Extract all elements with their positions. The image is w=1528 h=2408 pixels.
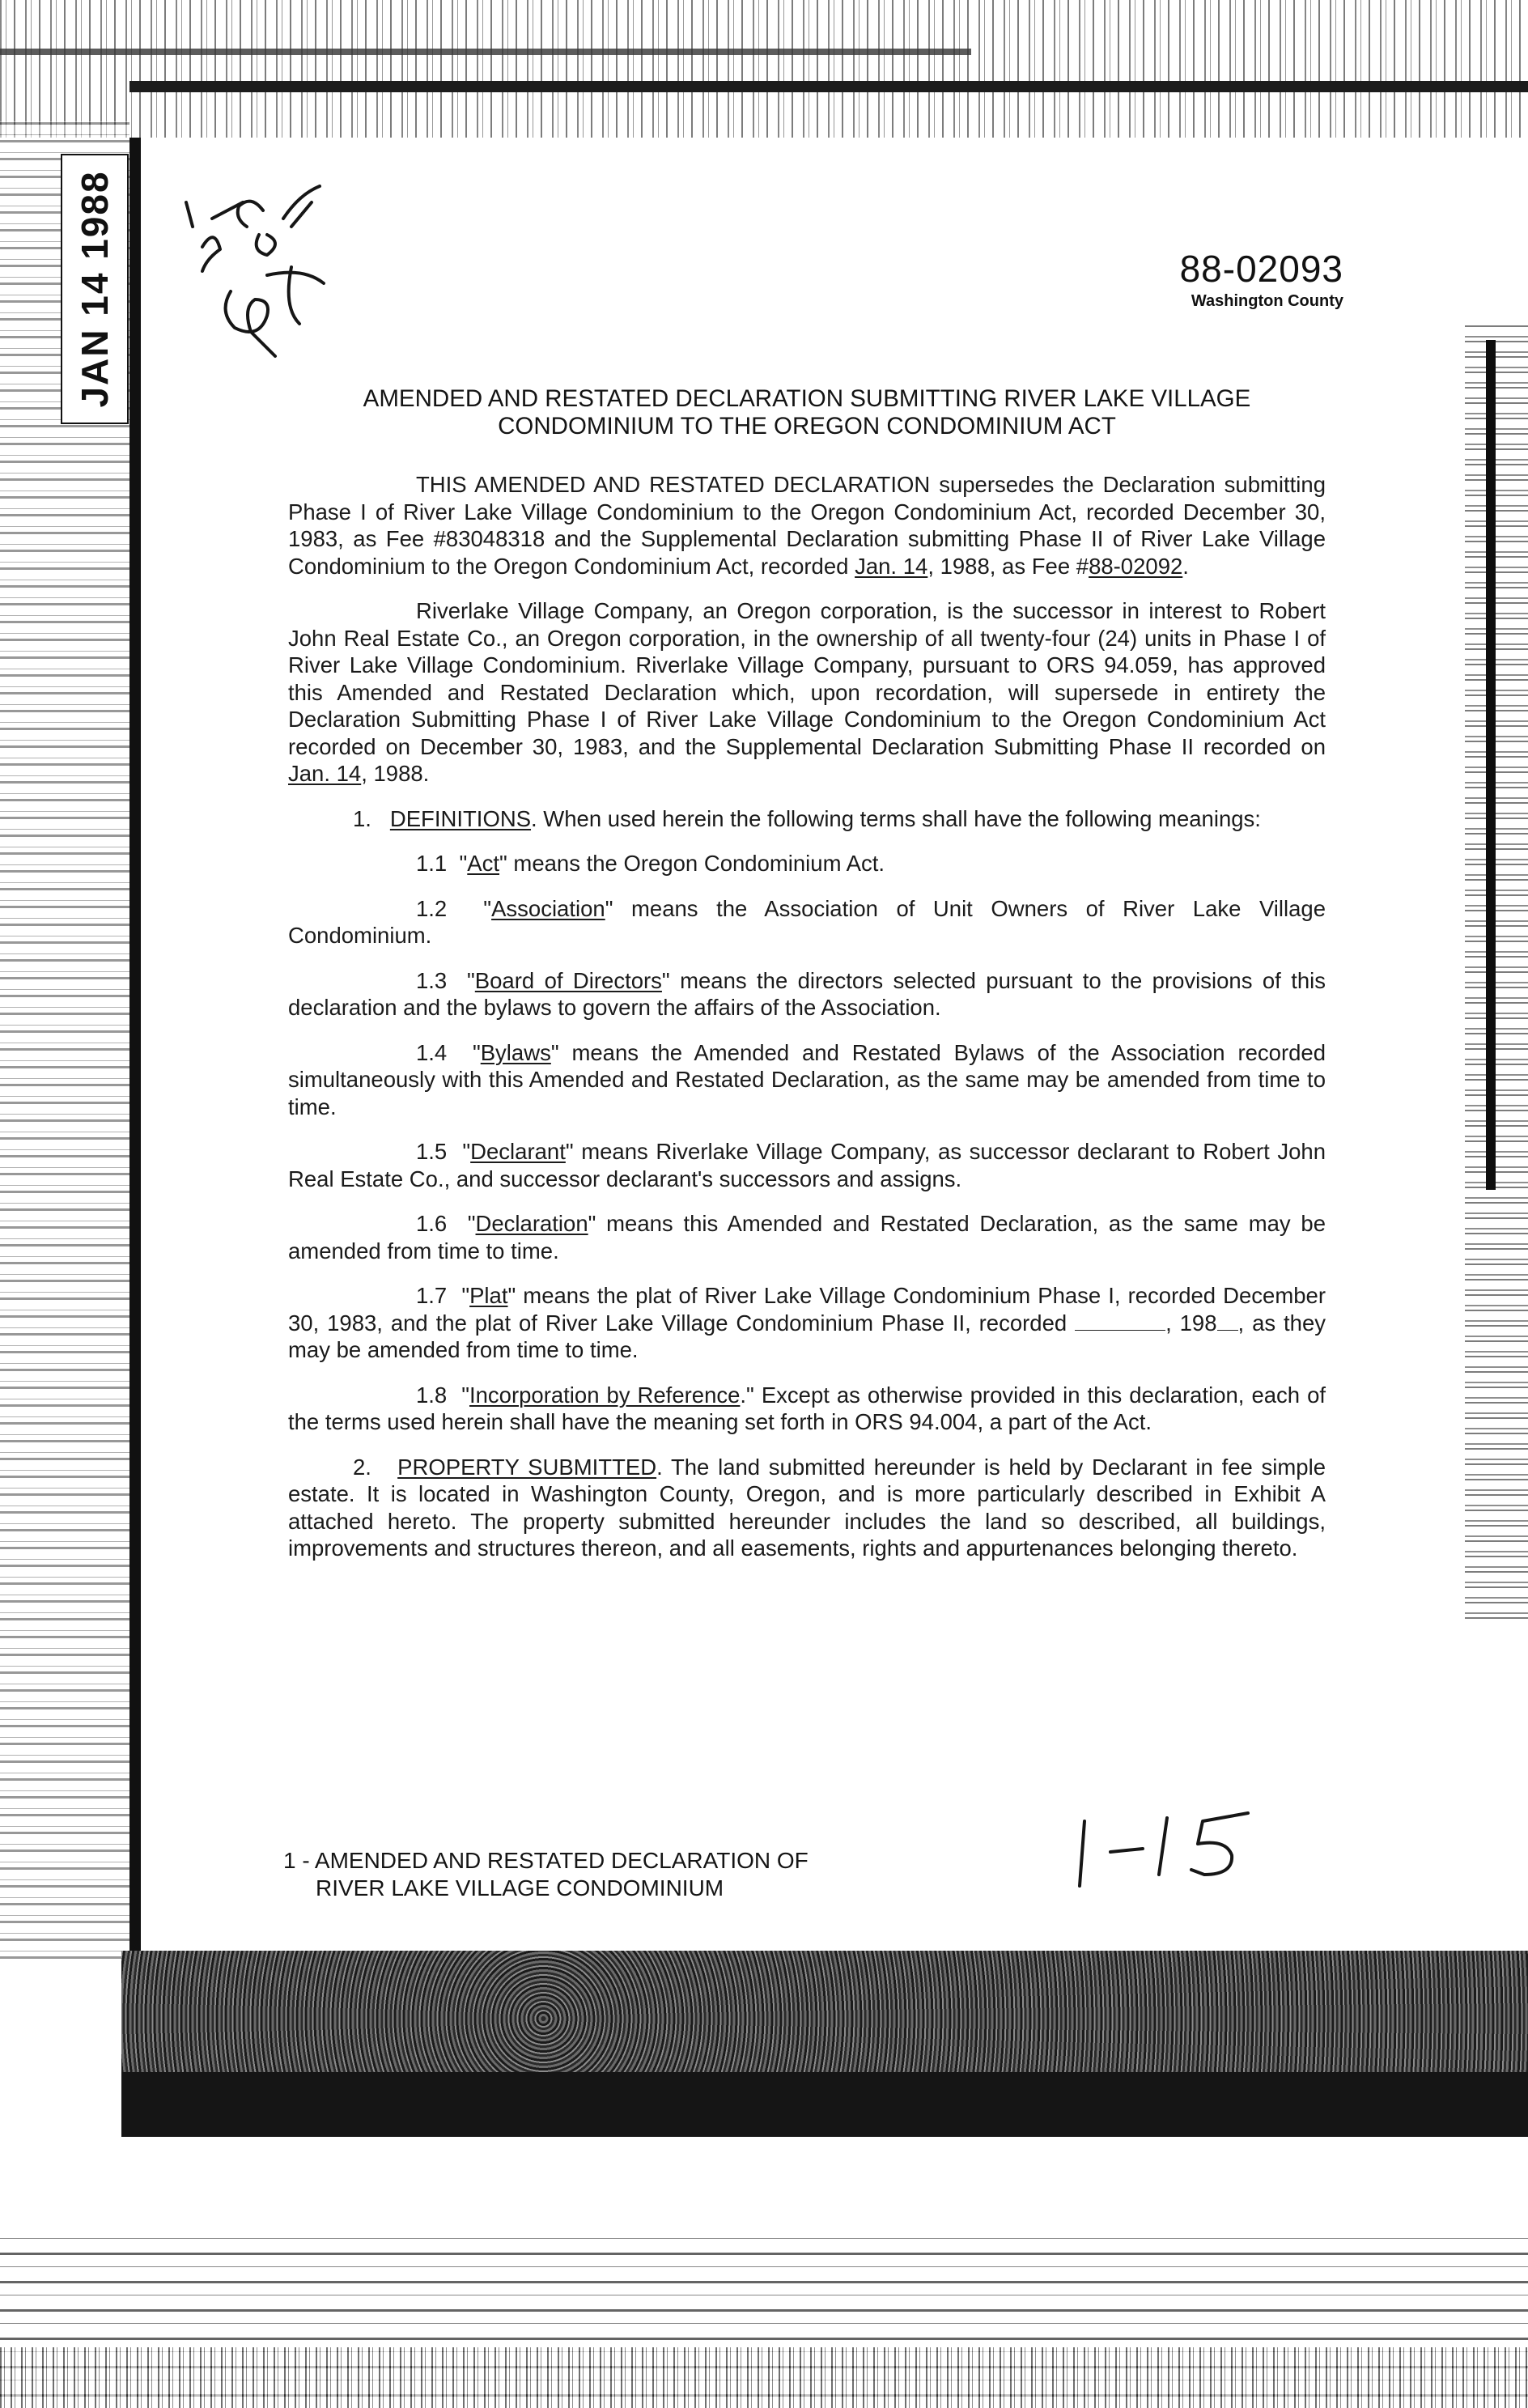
- recording-block: [1180, 247, 1343, 311]
- title-line-1: AMENDED AND RESTATED DECLARATION SUBMITTING RIVER LAKE VILLAGE: [363, 385, 1251, 412]
- definition-text-3: , as they may be amended from time to time.: [288, 1310, 1326, 1362]
- definition-term: Board of Directors: [474, 967, 662, 993]
- section-1-number: 1.: [353, 805, 371, 831]
- definition-term: Declaration: [475, 1211, 588, 1236]
- definition-item: 1.8 "Incorporation by Reference." Except as otherwise provided in this declaration, each of the terms used herein shall have the meaning set forth in ORS 94.004, a part of the Act.: [288, 1382, 1326, 1434]
- document-title: [288, 385, 1326, 440]
- intro-paragraph: [288, 471, 1326, 580]
- definition-item: 1.3 "Board of Directors" means the directors selected pursuant to the provisions of this declaration and the bylaws to govern the affairs of the Association.: [288, 967, 1326, 1020]
- definition-term: Association: [491, 895, 605, 921]
- scan-noise-footer: [0, 2347, 1528, 2408]
- definition-number: 1.3: [416, 967, 448, 993]
- page-top-edge: [129, 81, 1528, 92]
- blank-recording-year: [1217, 1312, 1238, 1331]
- footer-line-2: RIVER LAKE VILLAGE CONDOMINIUM: [316, 1875, 724, 1900]
- definition-text-2: , 198: [1165, 1310, 1217, 1336]
- definition-item: 1.1 "Act" means the Oregon Condominium Act.: [416, 851, 885, 876]
- intro-date-fill: Jan. 14: [855, 553, 928, 579]
- definition-text: Except as otherwise provided in this declaration, each of the terms used herein shall have the meaning set forth in ORS 94.004, a part of the Act.: [288, 1382, 1326, 1434]
- definition-number: 1.7: [416, 1283, 448, 1308]
- section-2-heading: PROPERTY SUBMITTED: [397, 1454, 657, 1480]
- handwritten-fee-initials: [170, 170, 348, 364]
- recording-number: 88-02093: [1179, 248, 1343, 290]
- document-body: [288, 385, 1326, 1580]
- definition-text: means the Oregon Condominium Act.: [507, 851, 885, 876]
- definition-term: Bylaws: [480, 1039, 551, 1065]
- definition-number: 1.4: [416, 1039, 448, 1065]
- definition-text: means this Amended and Restated Declaration, as the same may be amended from time to time.: [288, 1211, 1326, 1263]
- section-1-paragraph: [288, 805, 1326, 833]
- intro-text-2: , 1988, as Fee #: [927, 553, 1089, 579]
- section-2-paragraph: [288, 1454, 1326, 1562]
- page-left-edge: [129, 138, 141, 1967]
- definition-term: Act: [467, 851, 500, 876]
- successor-text-2: , 1988.: [361, 761, 430, 786]
- successor-paragraph: [288, 597, 1326, 788]
- scan-bar-right: [1486, 340, 1496, 1190]
- definition-number: 1.5: [416, 1139, 448, 1164]
- scan-noise-right: [1465, 324, 1528, 1619]
- section-1-text: . When used herein the following terms shall have the following meanings:: [531, 805, 1261, 831]
- definition-item: 1.7 "Plat" means the plat of River Lake Village Condominium Phase I, recorded December 30, 1983, and the plat of River Lake Village Condominium Phase II, recorded , 198 , as they may be amended from time to time.: [288, 1283, 1326, 1362]
- page-footer: [283, 1847, 809, 1902]
- footer-line-1: 1 - AMENDED AND RESTATED DECLARATION OF: [283, 1848, 809, 1873]
- successor-text: Riverlake Village Company, an Oregon corporation, is the successor in interest to Robert John Real Estate Co., an Oregon corporation, in the ownership of all twenty-four (24) units in Phase I of River Lake Village Condominium. Riverlake Village Company, pursuant to ORS 94.059, has approved this Amended and Restated Declaration which, upon recordation, will supersede in entirety the Declaration Submitting Phase I of River Lake Village Condominium to the Oregon Condominium Act recorded on December 30, 1983, and the Supplemental Declaration Submitting Phase II recorded on: [288, 598, 1326, 759]
- stamp-date: JAN 14 1988: [74, 170, 116, 408]
- definition-text: means Riverlake Village Company, as successor declarant to Robert John Real Estate Co., and successor declarant's successors and assigns.: [288, 1139, 1326, 1191]
- scan-noise-top: [0, 0, 1528, 138]
- definition-text: means the plat of River Lake Village Condominium Phase I, recorded December 30, 1983, and the plat of River Lake Village Condominium Phase II, recorded: [288, 1283, 1326, 1336]
- section-2-text: . The land submitted hereunder is held by Declarant in fee simple estate. It is located in Washington County, Oregon, and is more particularly described in Exhibit A attached hereto. The property submitted hereunder includes the land so described, all buildings, improvements and structures thereon, and all easements, rights and appurtenances belonging thereto.: [288, 1454, 1326, 1561]
- definition-item: 1.6 "Declaration" means this Amended and Restated Declaration, as the same may be amended from time to time.: [288, 1211, 1326, 1263]
- definition-text: means the directors selected pursuant to the provisions of this declaration and the bylaws to govern the affairs of the Association.: [288, 967, 1326, 1020]
- definition-item: 1.5 "Declarant" means Riverlake Village Company, as successor declarant to Robert John Real Estate Co., and successor declarant's successors and assigns.: [288, 1139, 1326, 1191]
- title-line-2: CONDOMINIUM TO THE OREGON CONDOMINIUM ACT: [498, 413, 1116, 440]
- definition-number: 1.1: [416, 851, 448, 876]
- successor-date-fill: Jan. 14: [288, 761, 362, 786]
- definition-number: 1.2: [416, 895, 448, 921]
- recording-county: Washington County: [1191, 292, 1343, 310]
- section-2-number: 2.: [353, 1454, 371, 1480]
- scan-line: [0, 49, 971, 55]
- definition-text: means the Association of Unit Owners of River Lake Village Condominium.: [288, 895, 1326, 948]
- definition-text: means the Amended and Restated Bylaws of the Association recorded simultaneously with this Amended and Restated Declaration, as the same may be amended from time to time.: [288, 1039, 1326, 1119]
- definition-number: 1.6: [416, 1211, 448, 1236]
- handwritten-page-range: [1060, 1805, 1271, 1894]
- definition-term: Declarant: [470, 1139, 566, 1164]
- definition-item: 1.4 "Bylaws" means the Amended and Restated Bylaws of the Association recorded simultaneously with this Amended and Restated Declaration, as the same may be amended from time to time.: [288, 1039, 1326, 1119]
- definition-term: Plat: [469, 1283, 508, 1308]
- definition-item: 1.2 "Association" means the Association of Unit Owners of River Lake Village Condominium.: [288, 895, 1326, 948]
- blank-recording-date: [1075, 1312, 1165, 1331]
- intro-text-3: .: [1182, 553, 1189, 579]
- definition-number: 1.8: [416, 1382, 448, 1408]
- intro-text: THIS AMENDED AND RESTATED DECLARATION supersedes the Declaration submitting Phase I of River Lake Village Condominium to the Oregon Condominium Act, recorded December 30, 1983, as Fee #83048318 and the Supplemental Declaration submitting Phase II of River Lake Village Condominium to the Oregon Condominium Act, recorded: [288, 472, 1326, 579]
- intro-fee-fill: 88-02092: [1089, 553, 1183, 579]
- section-1-heading: DEFINITIONS: [389, 805, 532, 831]
- scan-dark-band: [121, 2072, 1528, 2137]
- date-stamp: [61, 154, 129, 424]
- definition-term: Incorporation by Reference: [469, 1382, 741, 1408]
